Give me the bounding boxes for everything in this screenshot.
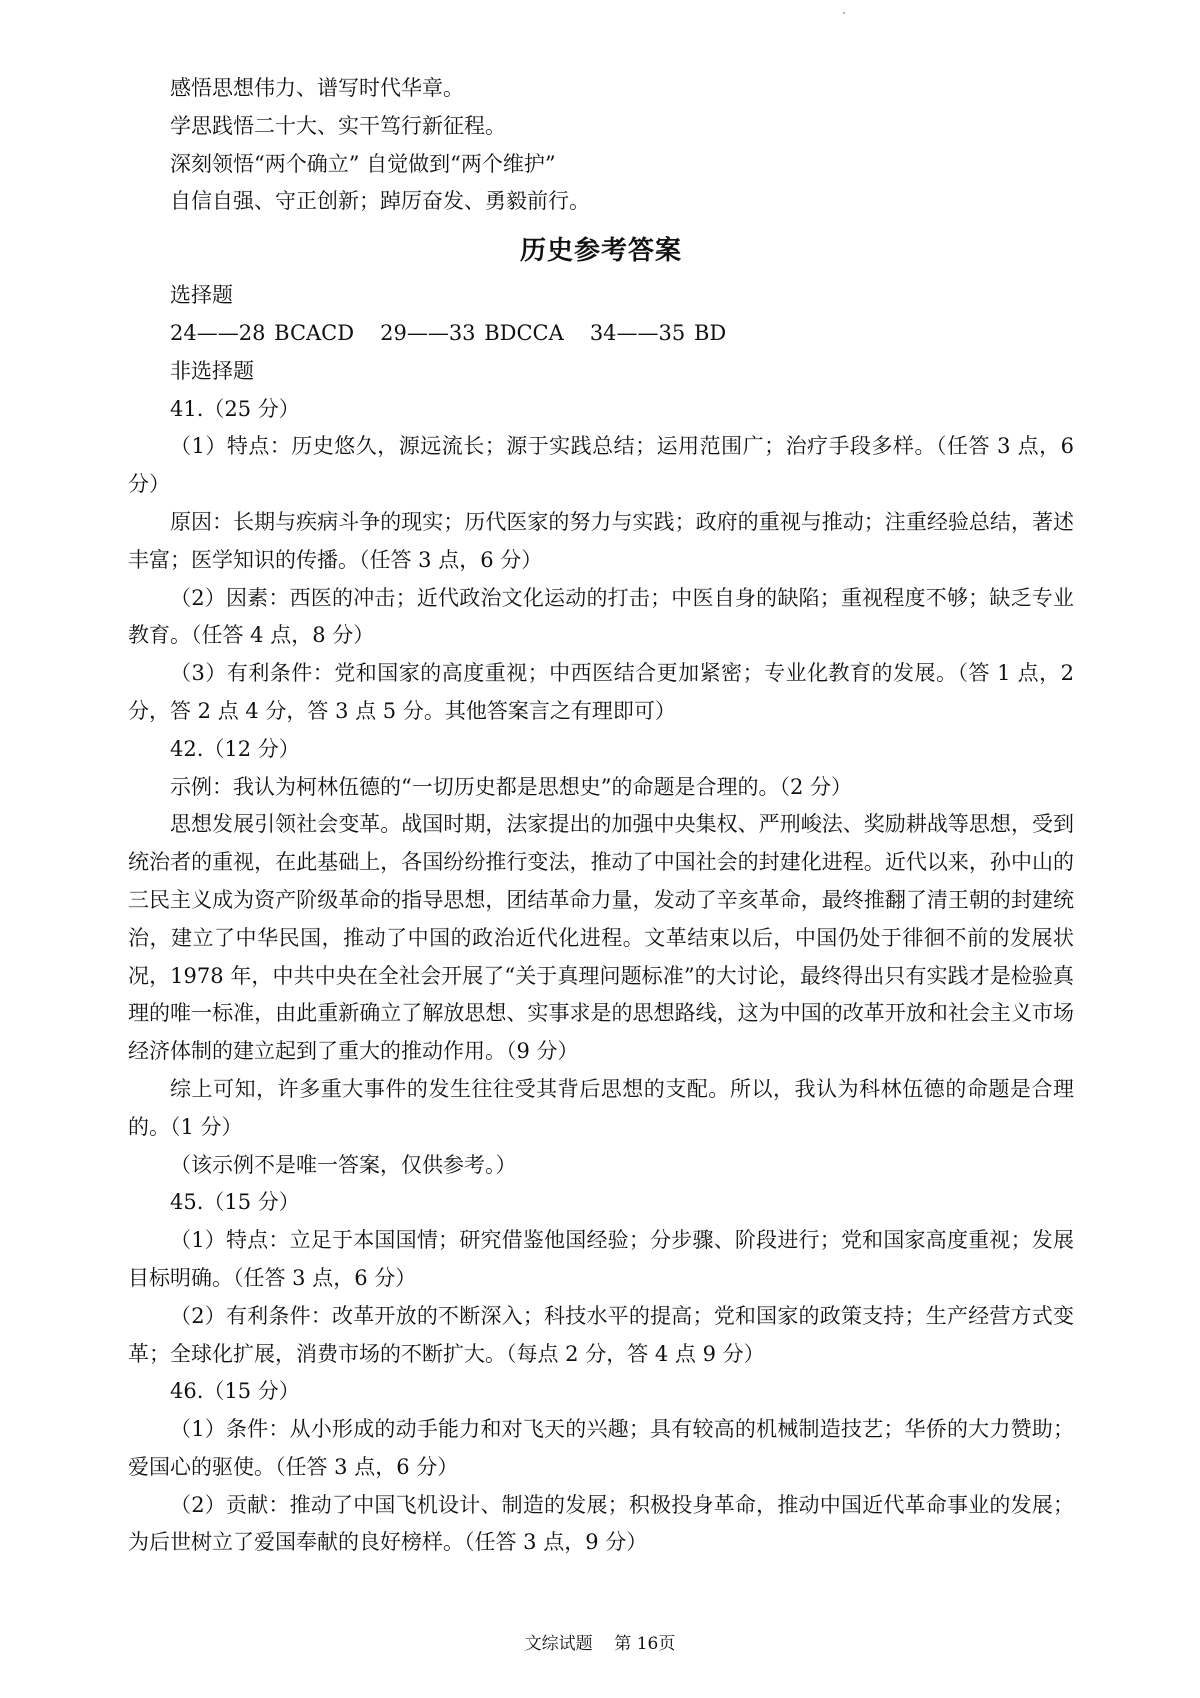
q45-part2: （2）有利条件：改革开放的不断深入；科技水平的提高；党和国家的政策支持；生产经营方式变革；全球化扩展，消费市场的不断扩大。（每点 2 分，答 4 点 9 分）: [128, 1303, 1074, 1366]
q45-part1: （1）特点：立足于本国国情；研究借鉴他国经验；分步骤、阶段进行；党和国家高度重视；发展目标明确。（任答 3 点，6 分）: [128, 1228, 1074, 1290]
page-content: [128, 70, 1074, 1562]
intro-line-1: 感悟思想伟力、谱写时代华章。: [170, 76, 464, 100]
q46-part1: （1）条件：从小形成的动手能力和对飞天的兴趣；具有较高的机械制造技艺；华侨的大力赞助；爱国心的驱使。（任答 3 点，6 分）: [128, 1417, 1074, 1479]
q41-reasons: 原因：长期与疾病斗争的现实；历代医家的努力与实践；政府的重视与推动；注重经验总结，著述丰富；医学知识的传播。（任答 3 点，6 分）: [128, 509, 1074, 572]
q41-part3: （3）有利条件：党和国家的高度重视；中西医结合更加紧密；专业化教育的发展。（答 1 点，2 分，答 2 点 4 分，答 3 点 5 分。其他答案言之有理即可）: [128, 661, 1074, 723]
q46-header: 46.（15 分）: [170, 1379, 300, 1404]
q41-part1: （1）特点：历史悠久，源远流长；源于实践总结；运用范围广；治疗手段多样。（任答 3 点，6 分）: [128, 434, 1074, 497]
choice-answers: 24——28 BCACD 29——33 BDCCA 34——35 BD: [170, 320, 727, 345]
q42-note: （该示例不是唯一答案，仅供参考。）: [170, 1152, 517, 1177]
q42-header: 42.（12 分）: [170, 736, 300, 761]
q45-header: 45.（15 分）: [170, 1190, 300, 1215]
intro-line-4: 自信自强、守正创新；踔厉奋发、勇毅前行。: [170, 189, 590, 214]
scan-speck: [843, 12, 845, 14]
intro-line-3: 深刻领悟“两个确立” 自觉做到“两个维护”: [170, 151, 556, 176]
intro-line-2: 学思践悟二十大、实干笃行新征程。: [170, 113, 506, 138]
q41-header: 41.（25 分）: [170, 396, 300, 421]
q42-conclusion: 综上可知，许多重大事件的发生往往受其背后思想的支配。所以，我认为科林伍德的命题是合理的。（1 分）: [128, 1076, 1074, 1139]
nonchoice-heading: 非选择题: [170, 358, 254, 383]
section-title: 历史参考答案: [519, 236, 682, 267]
q42-example: 示例：我认为柯林伍德的“一切历史都是思想史”的命题是合理的。（2 分）: [170, 774, 853, 799]
page-footer: 文综试题 第 16页: [524, 1634, 676, 1654]
q41-part2: （2）因素：西医的冲击；近代政治文化运动的打击；中医自身的缺陷；重视程度不够；缺乏专业教育。（任答 4 点，8 分）: [128, 585, 1074, 648]
q46-part2: （2）贡献：推动了中国飞机设计、制造的发展；积极投身革命，推动中国近代革命事业的发展；为后世树立了爱国奉献的良好榜样。（任答 3 点，9 分）: [128, 1492, 1074, 1555]
choice-heading: 选择题: [170, 283, 233, 308]
q42-argument: 思想发展引领社会变革。战国时期，法家提出的加强中央集权、严刑峻法、奖励耕战等思想，受到统治者的重视，在此基础上，各国纷纷推行变法，推动了中国社会的封建化进程。近代以来，孙中山的三民主义成为资产阶级革命的指导思想，团结革命力量，发动了辛亥革命，最终推翻了清王朝的封建统治，建立了中华民国，推动了中国的政治近代化进程。文革结束以后，中国仍处于徘徊不前的发展状况，1978 年，中共中央在全社会开展了“关于真理问题标准”的大讨论，最终得出只有实践才是检验真理的唯一标准，由此重新确立了解放思想、实事求是的思想路线，这为中国的改革开放和社会主义市场经济体制的建立起到了重大的推动作用。（9 分）: [128, 812, 1074, 1064]
